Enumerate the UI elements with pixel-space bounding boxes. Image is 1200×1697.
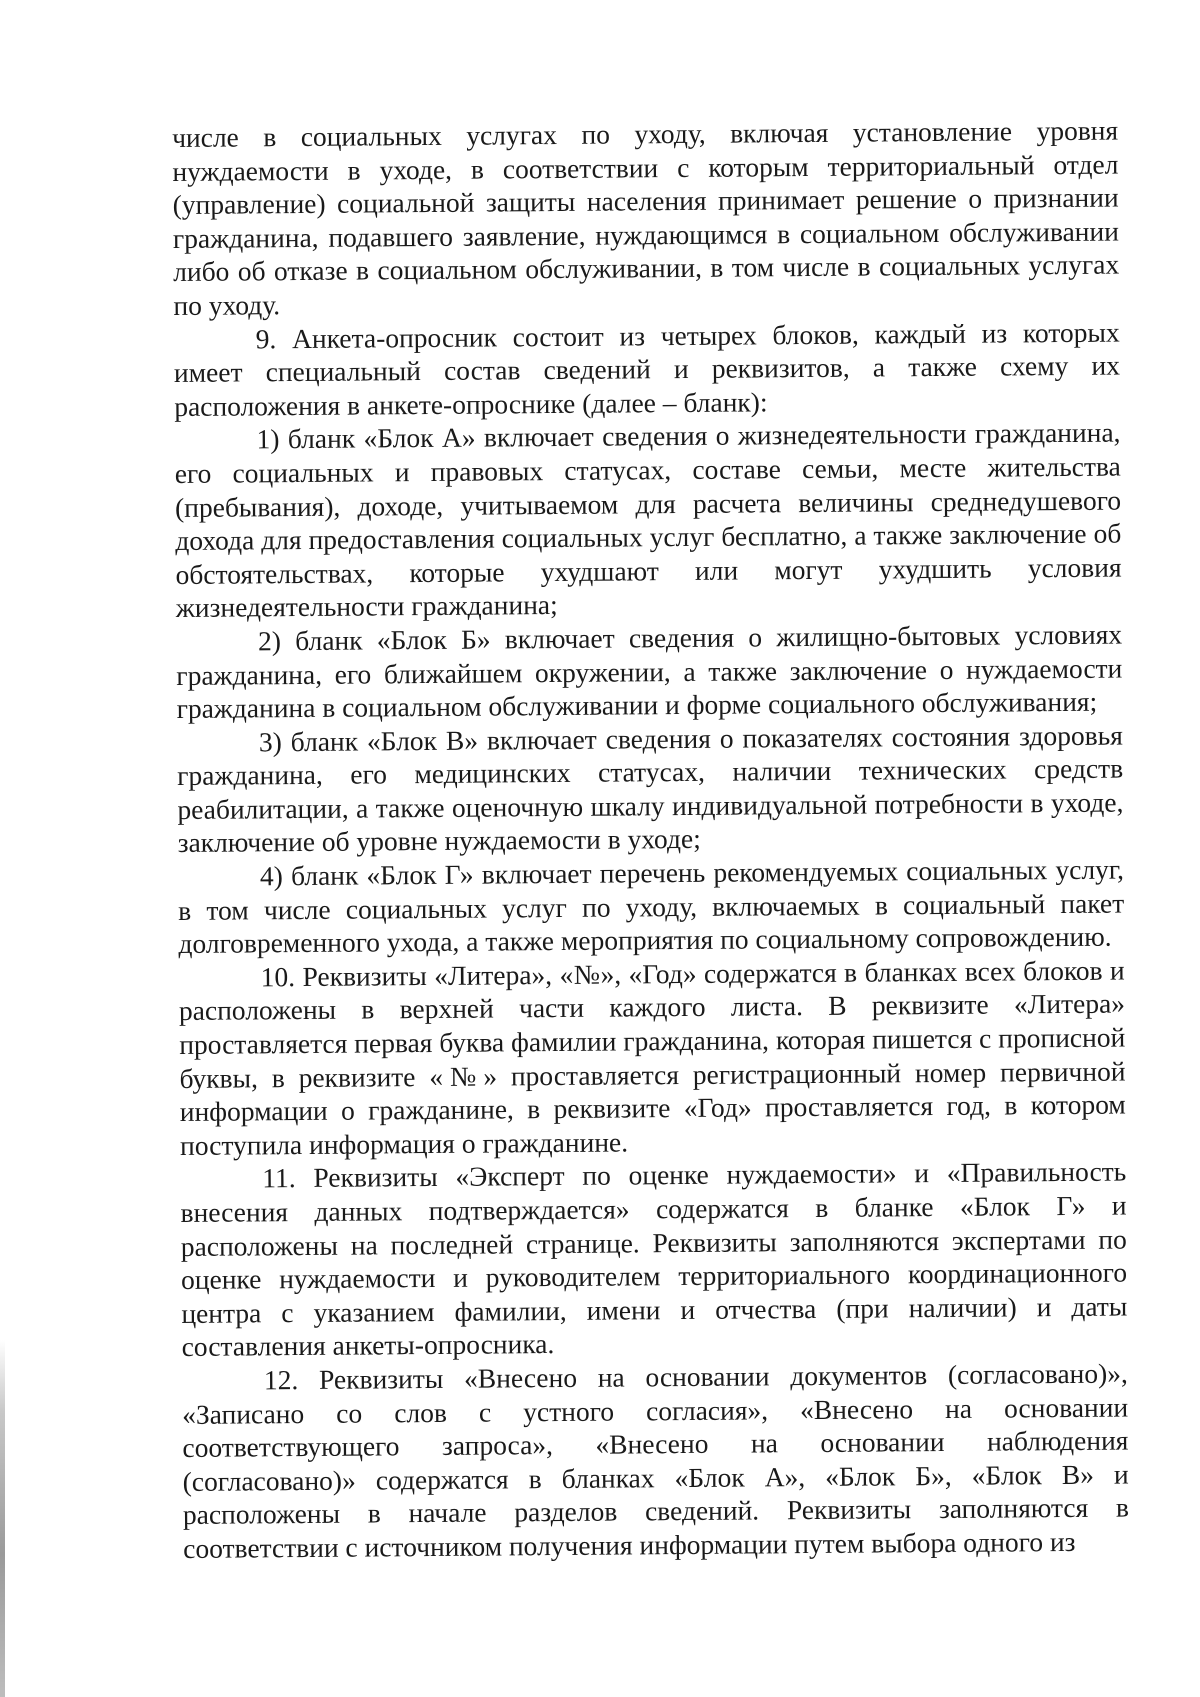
scan-edge-shadow	[0, 1340, 5, 1697]
paragraph-subitem-4: 4) бланк «Блок Г» включает перечень рекомендуемых социальных услуг, в том числе социальных услуг по уходу, включаемых в социальный пакет долговременного ухода, а также мероприятия по социальному сопровождению.	[178, 853, 1125, 960]
paragraph-subitem-2: 2) бланк «Блок Б» включает сведения о жилищно-бытовых условиях гражданина, его ближайшем окружении, а также заключение о нуждаемости гражданина в социальном обслуживании и форме социального обслуживания;	[176, 618, 1123, 725]
paragraph-item-9: 9. Анкета-опросник состоит из четырех блоков, каждый из которых имеет специальный состав сведений и реквизитов, а также схему их расположения в анкете-опроснике (далее – бланк):	[173, 316, 1121, 422]
paragraph-subitem-1: 1) бланк «Блок А» включает сведения о жизнедеятельности гражданина, его социальных и правовых статусах, составе семьи, месте жительства (пребывания), доходе, учитываемом для расчета величины среднедушевого дохода для предоставления социальных услуг бесплатно, а также заключение об обстоятельствах, которые ухудшают или могут ухудшить условия жизнедеятельности гражданина;	[174, 416, 1122, 624]
paragraph-item-12: 12. Реквизиты «Внесено на основании документов (согласовано)», «Записано со слов с устного согласия», «Внесено на основании соответствующего запроса», «Внесено на основании наблюдения (согласовано)» содержатся в бланках «Блок А», «Блок Б», «Блок В» и расположены в начале разделов сведений. Реквизиты заполняются в соответствии с источником получения информации путем выбора одного из	[182, 1357, 1130, 1564]
paragraph-item-10: 10. Реквизиты «Литера», «№», «Год» содержатся в бланках всех блоков и расположены в верхней части каждого листа. В реквизите «Литера» проставляется первая буква фамилии гражданина, которая пишется с прописной буквы, в реквизите «№» проставляется регистрационный номер первичной информации о гражданине, в реквизите «Год» проставляется год, в котором поступила информация о гражданине.	[178, 954, 1126, 1161]
paragraph-continuation: числе в социальных услугах по уходу, включая установление уровня нуждаемости в уходе, в соответствии с которым территориальный отдел (управление) социальной защиты населения принимает решение о признании гражданина, подавшего заявление, нуждающимся в социальном обслуживании либо об отказе в социальном обслуживании, в том числе в социальных услугах по уходу.	[172, 114, 1120, 321]
document-body	[172, 114, 1129, 1566]
paragraph-item-11: 11. Реквизиты «Эксперт по оценке нуждаемости» и «Правильность внесения данных подтверждается» содержатся в бланке «Блок Г» и расположены на последней странице. Реквизиты заполняются экспертами по оценке нуждаемости и руководителем территориального координационного центра с указанием фамилии, имени и отчества (при наличии) и даты составления анкеты-опросника.	[180, 1155, 1128, 1363]
paragraph-subitem-3: 3) бланк «Блок В» включает сведения о показателях состояния здоровья гражданина, его медицинских статусах, наличии технических средств реабилитации, а также оценочную шкалу индивидуальной потребности в уходе, заключение об уровне нуждаемости в уходе;	[177, 719, 1124, 859]
